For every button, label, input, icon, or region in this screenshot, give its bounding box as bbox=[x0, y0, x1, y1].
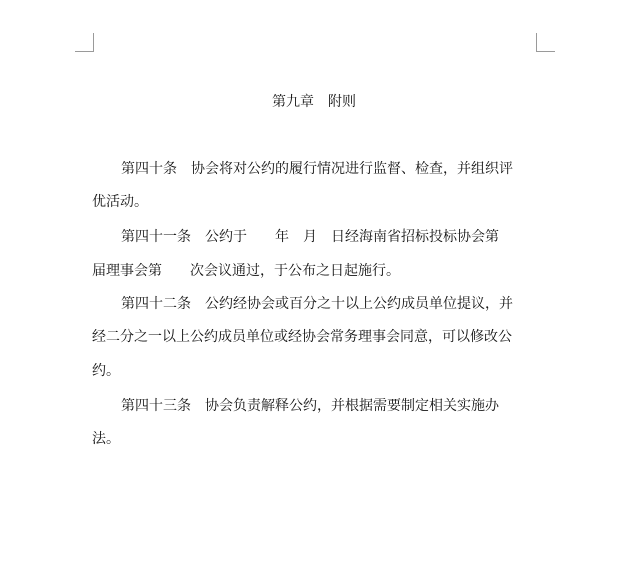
chapter-title: 第九章 附则 bbox=[272, 94, 356, 110]
article-43-line-1: 第四十三条 协会负责解释公约，并根据需要制定相关实施办 bbox=[121, 398, 499, 414]
article-42-line-1: 第四十二条 公约经协会或百分之十以上公约成员单位提议，并 bbox=[121, 296, 513, 312]
article-40-line-1: 第四十条 协会将对公约的履行情况进行监督、检查，并组织评 bbox=[121, 161, 513, 177]
top-right-crop-mark bbox=[536, 33, 555, 52]
article-40-line-2: 优活动。 bbox=[92, 194, 148, 210]
article-42-line-3: 约。 bbox=[92, 363, 120, 379]
article-41-line-1: 第四十一条 公约于 年 月 日经海南省招标投标协会第 bbox=[121, 229, 499, 245]
article-43-line-2: 法。 bbox=[92, 431, 120, 447]
article-41-line-2: 届理事会第 次会议通过，于公布之日起施行。 bbox=[92, 263, 400, 279]
article-42-line-2: 经二分之一以上公约成员单位或经协会常务理事会同意，可以修改公 bbox=[92, 329, 512, 345]
top-left-crop-mark bbox=[75, 33, 94, 52]
